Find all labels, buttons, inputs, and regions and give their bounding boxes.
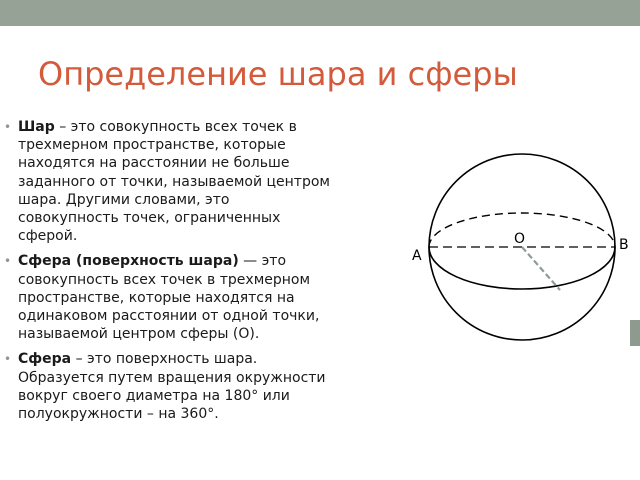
term-sphere-surface: Сфера (поверхность шара) (18, 253, 239, 270)
term-sphere: Сфера (18, 351, 72, 368)
bullet-item-ball (4, 118, 334, 245)
equator-front (429, 247, 615, 289)
point-label-o: O (514, 231, 526, 247)
sphere-diagram (400, 150, 640, 350)
top-bar (0, 0, 640, 26)
bullet-list (4, 118, 334, 430)
point-label-b: B (619, 237, 629, 253)
bullet-item-sphere (4, 350, 334, 423)
bullet-item-sphere-surface (4, 252, 334, 343)
term-ball: Шар (18, 119, 55, 135)
bullet-marker: • (4, 352, 12, 367)
definition-sphere-surface: — это совокупность всех точек в трехмерном пространстве, которые находятся на одинаковом расстоянии от одной точки, называемой центром сферы (О). (18, 253, 320, 343)
definition-ball: – это совокупность всех точек в трехмерном пространстве, которые находятся на расстоянии не больше заданного от точки, называемой центром шара. Другими словами, это совокупность точек, ограниченных сферой. (18, 119, 330, 245)
radius-line (522, 247, 560, 290)
slide-title: Определение шара и сферы (38, 55, 518, 93)
definition-sphere: – это поверхность шара. Образуется путем вращения окружности вокруг своего диаметра на 180° или полуокружности – на 360°. (18, 351, 326, 423)
edge-decoration (630, 320, 640, 346)
bullet-marker: • (4, 120, 12, 134)
bullet-marker: • (4, 254, 12, 269)
point-label-a: A (412, 248, 422, 264)
